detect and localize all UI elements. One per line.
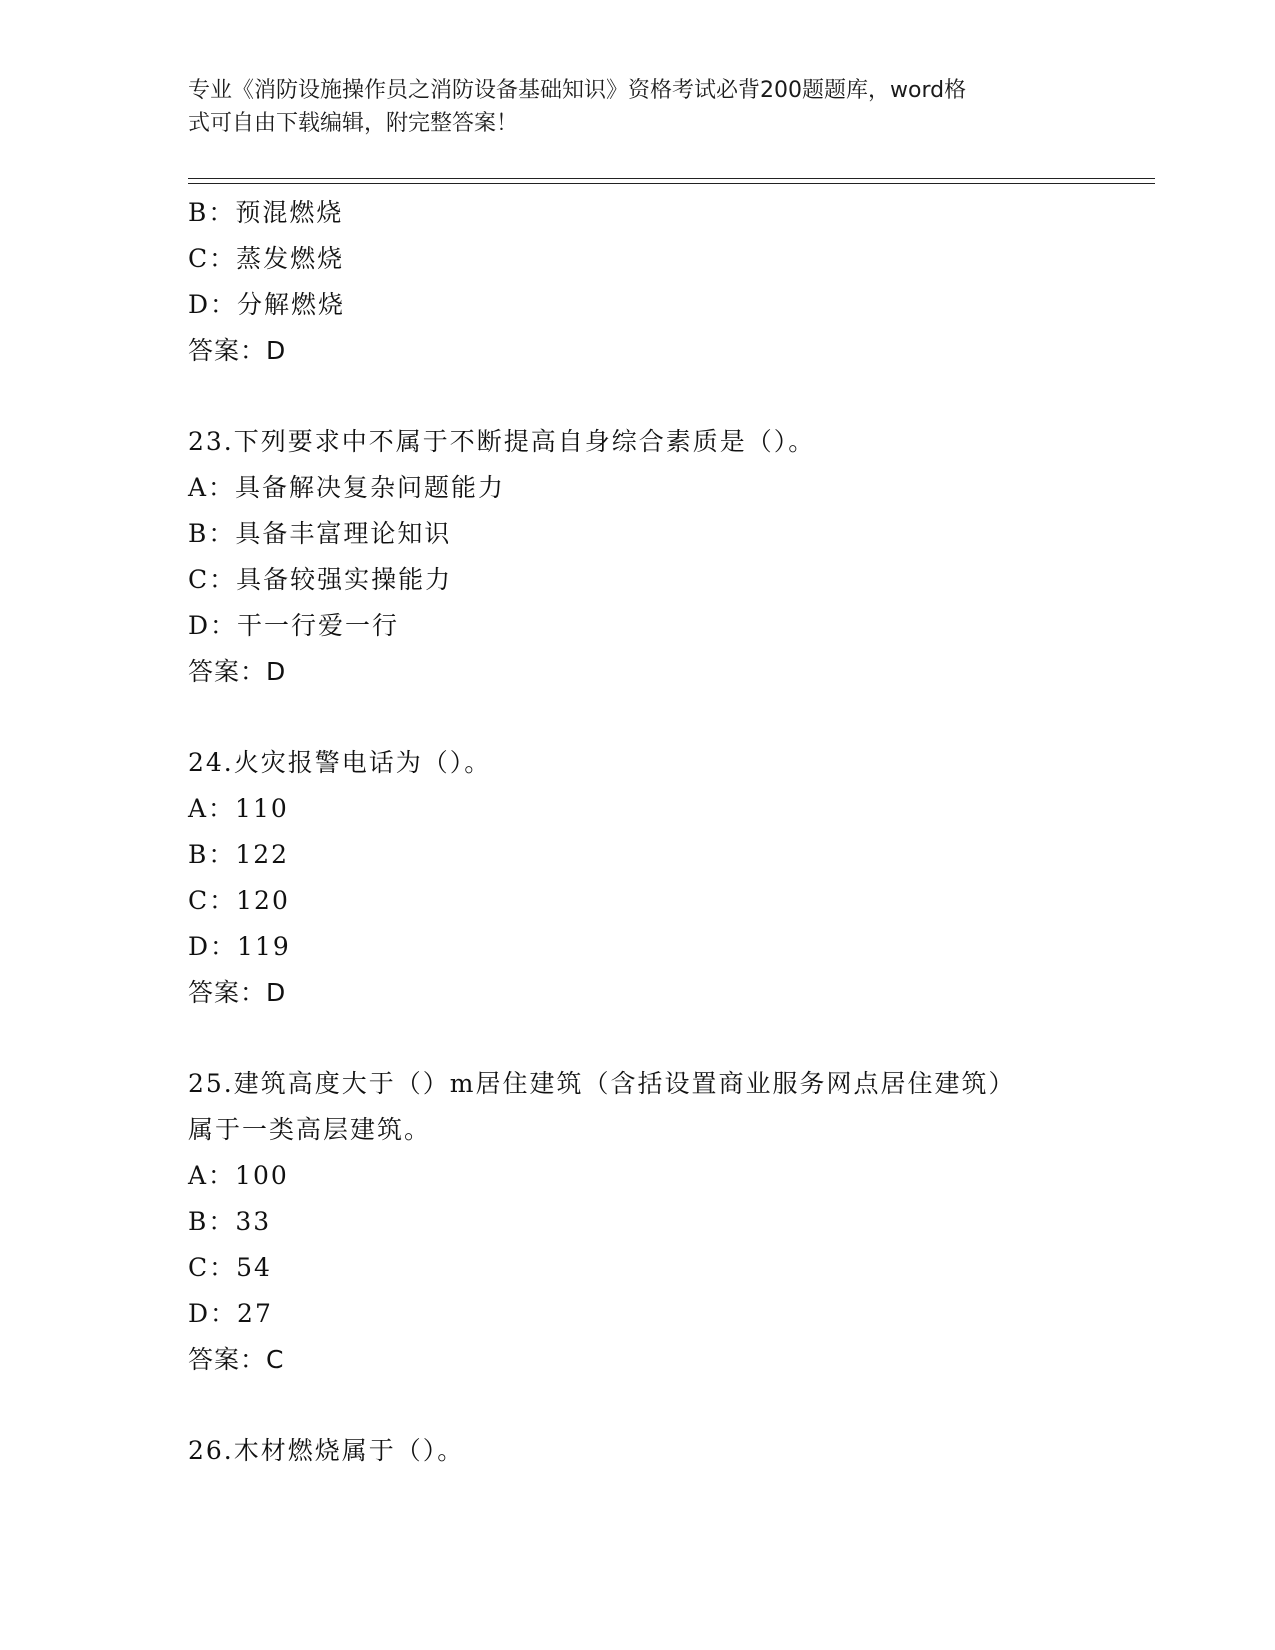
question-item <box>188 1428 1148 1474</box>
question-item <box>188 1061 1148 1383</box>
answer-line: 答案：D <box>188 336 287 365</box>
option-a: A：110 <box>188 794 289 823</box>
option-b: B：预混燃烧 <box>188 198 344 227</box>
option-c: C：蒸发燃烧 <box>188 244 345 273</box>
option-c: C：120 <box>188 886 290 915</box>
document-header <box>188 74 1068 140</box>
option-d: D：干一行爱一行 <box>188 611 400 640</box>
option-d: D：分解燃烧 <box>188 290 346 319</box>
option-c: C：具备较强实操能力 <box>188 565 453 594</box>
question-text: 25.建筑高度大于（）m居住建筑（含括设置商业服务网点居住建筑） <box>188 1069 1016 1098</box>
option-d: D：119 <box>188 932 291 961</box>
answer-line: 答案：D <box>188 978 287 1007</box>
question-item <box>188 190 1148 374</box>
question-text: 26.木材燃烧属于（）。 <box>188 1436 465 1465</box>
header-line-1: 专业《消防设施操作员之消防设备基础知识》资格考试必背200题题库，word格 <box>188 78 967 103</box>
answer-line: 答案：C <box>188 1345 285 1374</box>
option-b: B：122 <box>188 840 290 869</box>
question-item <box>188 419 1148 695</box>
question-item <box>188 740 1148 1016</box>
option-a: A：具备解决复杂问题能力 <box>188 473 506 502</box>
option-c: C：54 <box>188 1253 272 1282</box>
option-a: A：100 <box>188 1161 289 1190</box>
option-b: B：具备丰富理论知识 <box>188 519 452 548</box>
header-divider-top <box>188 178 1155 179</box>
question-text: 24.火灾报警电话为（）。 <box>188 748 492 777</box>
question-text: 23.下列要求中不属于不断提高自身综合素质是（）。 <box>188 427 816 456</box>
answer-line: 答案：D <box>188 657 287 686</box>
question-text-continued: 属于一类高层建筑。 <box>188 1115 432 1144</box>
question-list <box>188 190 1148 1474</box>
option-d: D：27 <box>188 1299 273 1328</box>
header-line-2: 式可自由下载编辑，附完整答案！ <box>188 111 519 136</box>
header-divider-bottom <box>188 183 1155 184</box>
option-b: B：33 <box>188 1207 272 1236</box>
